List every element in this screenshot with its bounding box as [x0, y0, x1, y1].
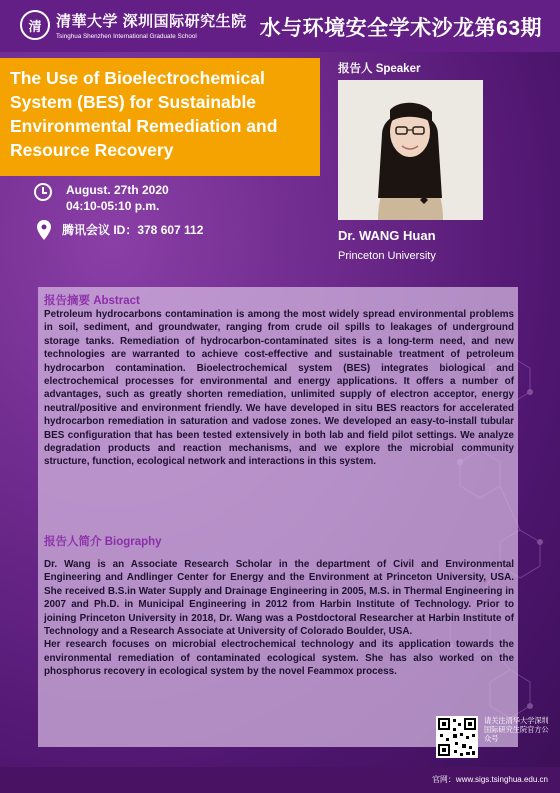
talk-title: The Use of Bioelectrochemical System (BES) for Sustainable Environmental Remediation and Resource Recovery — [10, 68, 278, 160]
abstract-paragraph: Petroleum hydrocarbons contamination is among the most widely spread environmental problems in soil, sediment, and groundwater, ranging from crude oil spills to leakages of underground storage tanks. Remediation of hydrocarbon-contaminated sites is a long-term need, and new technologies are warranted to achieve cost-effective and sustainable treatment of petroleum hydrocarbon contamination. Bioelectrochemical system (BES) integrates biological and electrochemical processes for environmental and energy applications. It offers a number of advantages, such as greatly shorten remediation, unlimited supply of electron acceptor, energy neutral/positive and environment friendly. We have developed in situ BES reactors for accelerated hydrocarbon remediation in saturation and vadose zones. We developed an easy-to-install tubular BES configuration that has been tested extensively in both lab and field pilot settings. We analyze degradation products and reaction mechanisms, and we explore the microbial community structure, function, ecological network and interactions in this system. — [44, 309, 514, 468]
biography-text — [44, 558, 514, 679]
institution-name-en: Tsinghua Shenzhen International Graduate School — [56, 33, 197, 40]
institution-name-cn: 清華大学 深圳国际研究生院 — [56, 13, 247, 30]
speaker-label: 报告人 Speaker — [338, 63, 421, 75]
speaker-name: Dr. WANG Huan — [338, 228, 436, 243]
event-title: 水与环境安全学术沙龙第63期 — [259, 17, 542, 40]
website-url: 官网：www.sigs.tsinghua.edu.cn — [431, 775, 548, 784]
biography-heading: 报告人简介 Biography — [44, 536, 162, 548]
header-bar — [0, 0, 560, 52]
abstract-heading: 报告摘要 Abstract — [44, 295, 140, 307]
qr-code — [436, 716, 478, 758]
footer-bar — [0, 767, 560, 793]
biography-paragraph-1: Dr. Wang is an Associate Research Scholar in the department of Civil and Environmental Engineering and Andlinger Center for Energy and the Environment at Princeton University, USA. She received B.S.in Water Supply and Drainage Engineering in 2005, M.S. in Thermal Engineering in 2007 and Ph.D. in Municipal Engineering in 2012 from Harbin Institute of Technology. Prior to joining Princeton University in 2018, Dr. Wang was a Postdoctoral Researcher at Harbin Institute of Technology and a Research Associate at University of Colorado Boulder, USA. — [44, 559, 514, 638]
speaker-affiliation: Princeton University — [338, 250, 436, 262]
tsinghua-logo-icon: 清 — [20, 10, 50, 40]
qr-caption: 请关注清华大学深圳国际研究生院官方公众号 — [484, 716, 549, 743]
location-pin-icon — [37, 220, 51, 240]
abstract-text — [44, 308, 514, 469]
talk-time: 04:10-05:10 p.m. — [66, 199, 160, 213]
talk-date: August. 27th 2020 — [66, 183, 169, 197]
clock-icon — [34, 183, 52, 201]
meeting-id: 腾讯会议 ID：378 607 112 — [62, 223, 204, 237]
biography-paragraph-2: Her research focuses on microbial electrochemical technology and its application towards the environmental remediation of contaminated ecological system. She has also worked on the phosphorus recovery in ecological system by the novel Feammox process. — [44, 639, 514, 678]
talk-title-box — [0, 58, 320, 176]
speaker-photo — [338, 80, 483, 220]
